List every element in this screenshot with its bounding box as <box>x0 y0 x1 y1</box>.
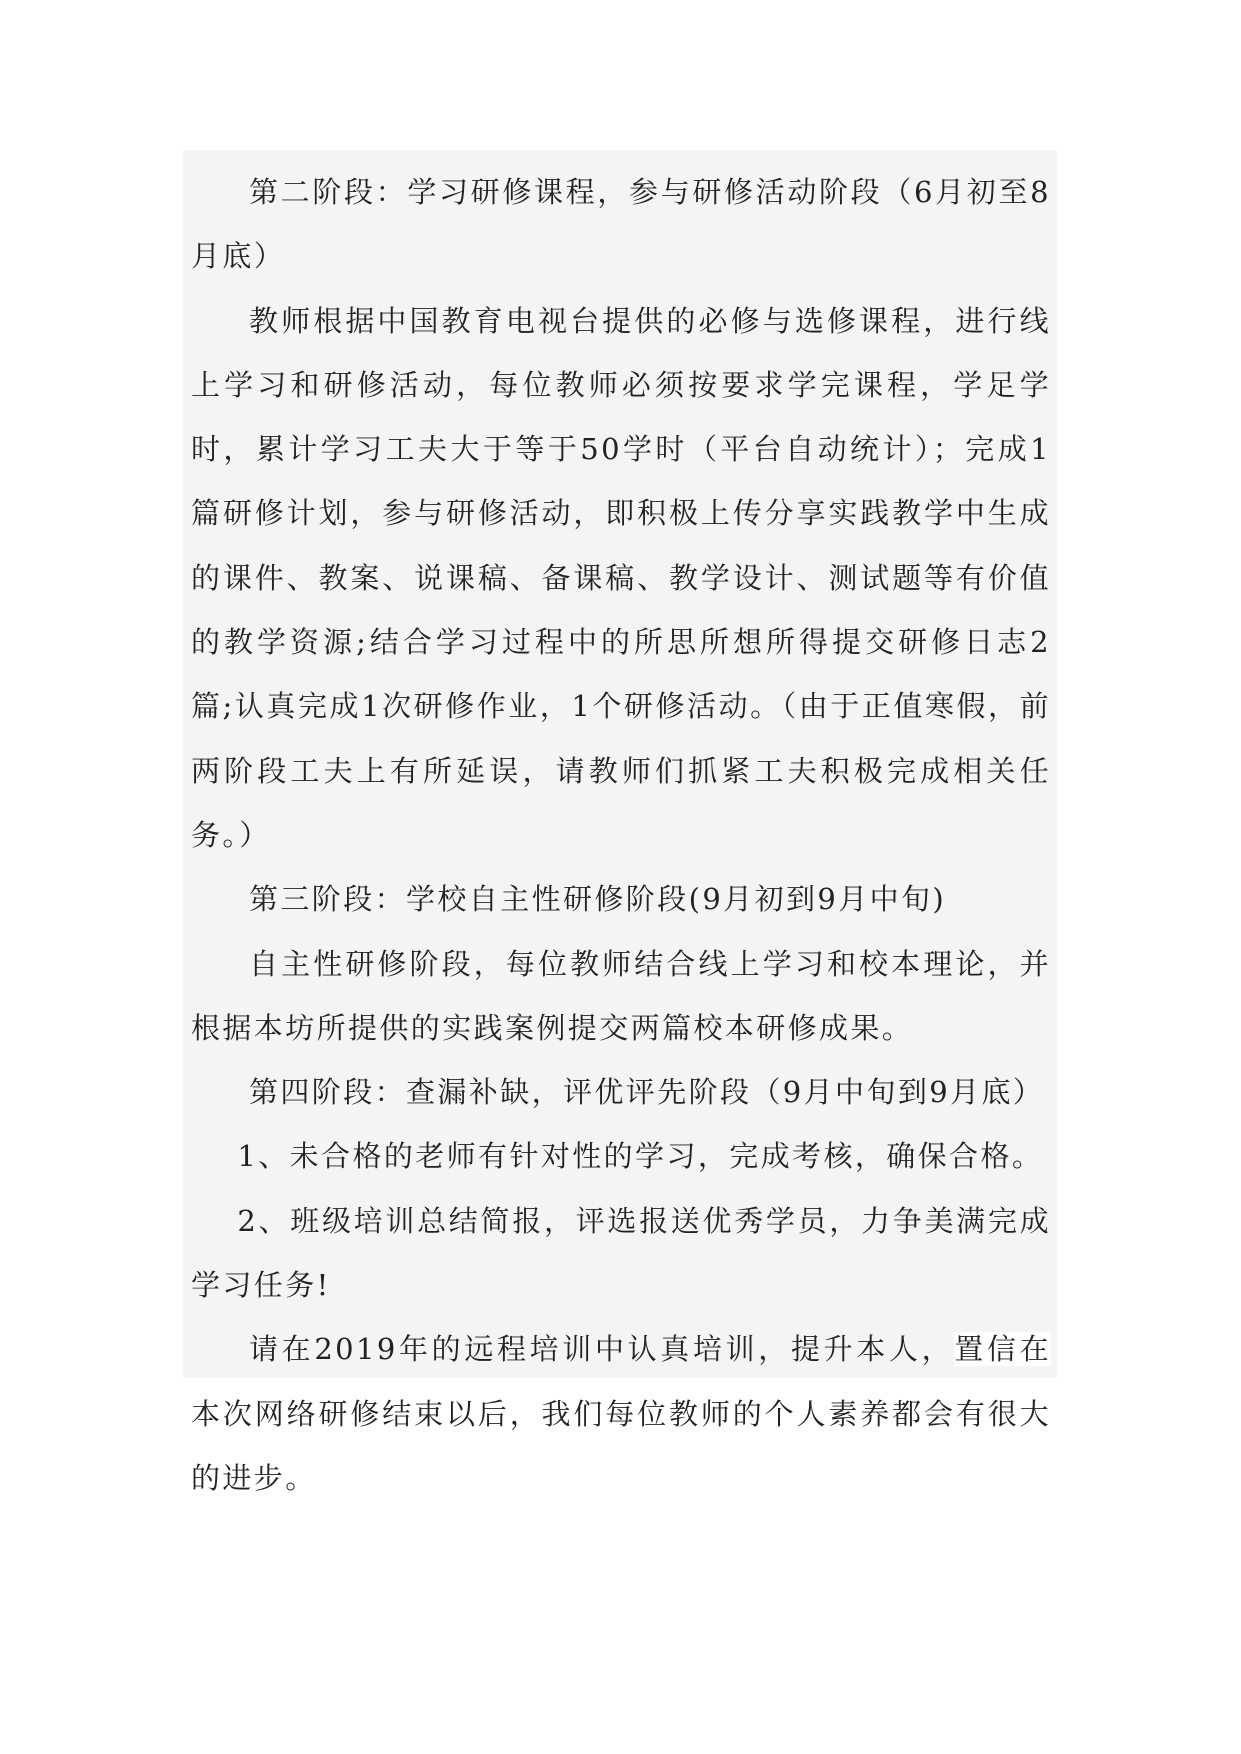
stage-four-item-1: 1、未合格的老师有针对性的学习，完成考核，确保合格。 <box>237 1139 1044 1174</box>
stage-four-heading: 第四阶段：查漏补缺，评优评先阶段（9月中旬到9月底） <box>249 1075 1045 1110</box>
stage-four-item-2: 2、班级培训总结简报，评选报送优秀学员，力争美满完成学习任务! <box>191 1203 1051 1303</box>
stage-three-description: 自主性研修阶段，每位教师结合线上学习和校本理论，并根据本坊所提供的实践案例提交两篇校本研修成果。 <box>191 946 1051 1045</box>
stage-two-heading: 第二阶段：学习研修课程，参与研修活动阶段（6月初至8月底） <box>191 175 1051 274</box>
stage-three-heading: 第三阶段：学校自主性研修阶段(9月初到9月中旬) <box>249 882 947 917</box>
closing-text-part1: 请在2019年的远程培训中认真培训，提升本人， <box>249 1332 955 1367</box>
document-body <box>183 150 1057 1495</box>
closing-text-part2: 置信在本次网络研修结束以后，我们每位教师的个人素养都会有很大的进步。 <box>191 1332 1051 1495</box>
stage-two-description: 教师根据中国教育电视台提供的必修与选修课程，进行线上学习和研修活动，每位教师必须按要求学完课程，学足学时，累计学习工夫大于等于50学时（平台自动统计）；完成1篇研修计划，参与研修活动，即积极上传分享实践教学中生成的课件、教案、说课稿、备课稿、教学设计、测试题等有价值的教学资源;结合学习过程中的所思所想所得提交研修日志2篇;认真完成1次研修作业，1个研修活动。（由于正值寒假，前两阶段工夫上有所延误，请教师们抓紧工夫积极完成相关任务。） <box>191 303 1051 852</box>
closing-paragraph <box>191 1317 1051 1510</box>
